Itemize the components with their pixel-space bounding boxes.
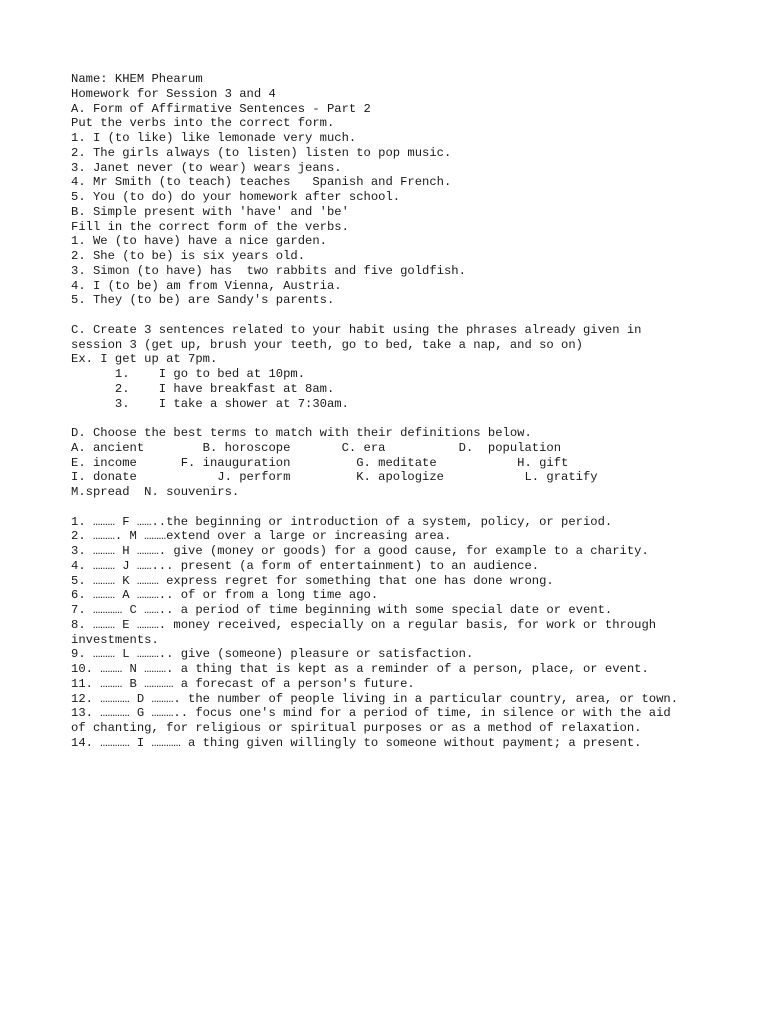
answer-line: 10. ……… N ………. a thing that is kept as a reminder of a person, place, or event. bbox=[71, 662, 649, 676]
section-b-item: 2. She (to be) is six years old. bbox=[71, 249, 306, 263]
terms-row: E. income F. inauguration G. meditate H. gift bbox=[71, 455, 569, 470]
answer-line: 4. ……… J ……... present (a form of entertainment) to an audience. bbox=[71, 558, 540, 573]
section-b-item: 1. We (to have) have a nice garden. bbox=[71, 234, 327, 249]
section-b-instruction: Fill in the correct form of the verbs. bbox=[71, 219, 349, 234]
section-a-item: 1. I (to like) like lemonade very much. bbox=[71, 131, 357, 145]
section-a-item: 4. Mr Smith (to teach) teaches Spanish and French. bbox=[71, 175, 452, 190]
answer-line: 12. ………… D ………. the number of people living in a particular country, area, or town. bbox=[71, 691, 679, 706]
answer-line: investments. bbox=[71, 632, 159, 647]
section-a-instruction: Put the verbs into the correct form. bbox=[71, 116, 335, 131]
section-b-item: 3. Simon (to have) has two rabbits and five goldfish. bbox=[71, 263, 466, 278]
section-a-title: A. Form of Affirmative Sentences - Part 2 bbox=[71, 101, 371, 116]
section-c-title-continued: session 3 (get up, brush your teeth, go to bed, take a nap, and so on) bbox=[71, 337, 583, 352]
answer-line: 5. ……… K ……… express regret for something that one has done wrong. bbox=[71, 573, 554, 588]
answer-line: 8. ……… E ………. money received, especially on a regular basis, for work or through bbox=[71, 617, 657, 632]
answer-line: 13. ………… G ……….. focus one's mind for a period of time, in silence or with the aid bbox=[71, 706, 671, 721]
spacer bbox=[71, 308, 731, 323]
section-a-item: 2. The girls always (to listen) listen to pop music. bbox=[71, 145, 452, 160]
answer-line: 2. ………. M ………extend over a large or increasing area. bbox=[71, 529, 452, 544]
answer-line: 14. ………… I ………… a thing given willingly to someone without payment; a present. bbox=[71, 735, 642, 750]
section-a-item: 5. You (to do) do your homework after school. bbox=[71, 190, 401, 204]
student-name: Name: KHEM Phearum bbox=[71, 72, 203, 86]
answer-line: 6. ……… A ……….. of or from a long time ago. bbox=[71, 588, 379, 603]
section-c-item: 1. I go to bed at 10pm. bbox=[71, 367, 306, 381]
answer-line: 7. ………… C …….. a period of time beginning with some special date or event. bbox=[71, 603, 613, 617]
section-c-item: 3. I take a shower at 7:30am. bbox=[71, 396, 349, 411]
homework-title: Homework for Session 3 and 4 bbox=[71, 86, 276, 101]
section-b-item: 4. I (to be) am from Vienna, Austria. bbox=[71, 278, 342, 293]
section-c-title: C. Create 3 sentences related to your habit using the phrases already given in bbox=[71, 322, 642, 337]
section-b-item: 5. They (to be) are Sandy's parents. bbox=[71, 293, 335, 308]
section-b-title: B. Simple present with 'have' and 'be' bbox=[71, 204, 349, 219]
section-a-item: 3. Janet never (to wear) wears jeans. bbox=[71, 160, 342, 175]
terms-row: I. donate J. perform K. apologize L. gratify bbox=[71, 470, 598, 485]
spacer bbox=[71, 500, 731, 515]
homework-document bbox=[71, 72, 731, 751]
section-d-title: D. Choose the best terms to match with their definitions below. bbox=[71, 426, 532, 440]
section-c-item: 2. I have breakfast at 8am. bbox=[71, 381, 335, 396]
terms-row: M.spread N. souvenirs. bbox=[71, 485, 240, 499]
terms-row: A. ancient B. horoscope C. era D. population bbox=[71, 440, 562, 455]
answer-line: 11. ……… B ………… a forecast of a person's future. bbox=[71, 676, 415, 691]
answer-line: 1. ……… F ……..the beginning or introduction of a system, policy, or period. bbox=[71, 514, 613, 529]
answer-line: 3. ……… H ………. give (money or goods) for a good cause, for example to a charity. bbox=[71, 544, 649, 558]
spacer bbox=[71, 411, 731, 426]
answer-line: of chanting, for religious or spiritual purposes or as a method of relaxation. bbox=[71, 721, 642, 735]
section-c-example: Ex. I get up at 7pm. bbox=[71, 352, 218, 367]
answer-line: 9. ……… L ……….. give (someone) pleasure or satisfaction. bbox=[71, 647, 474, 662]
